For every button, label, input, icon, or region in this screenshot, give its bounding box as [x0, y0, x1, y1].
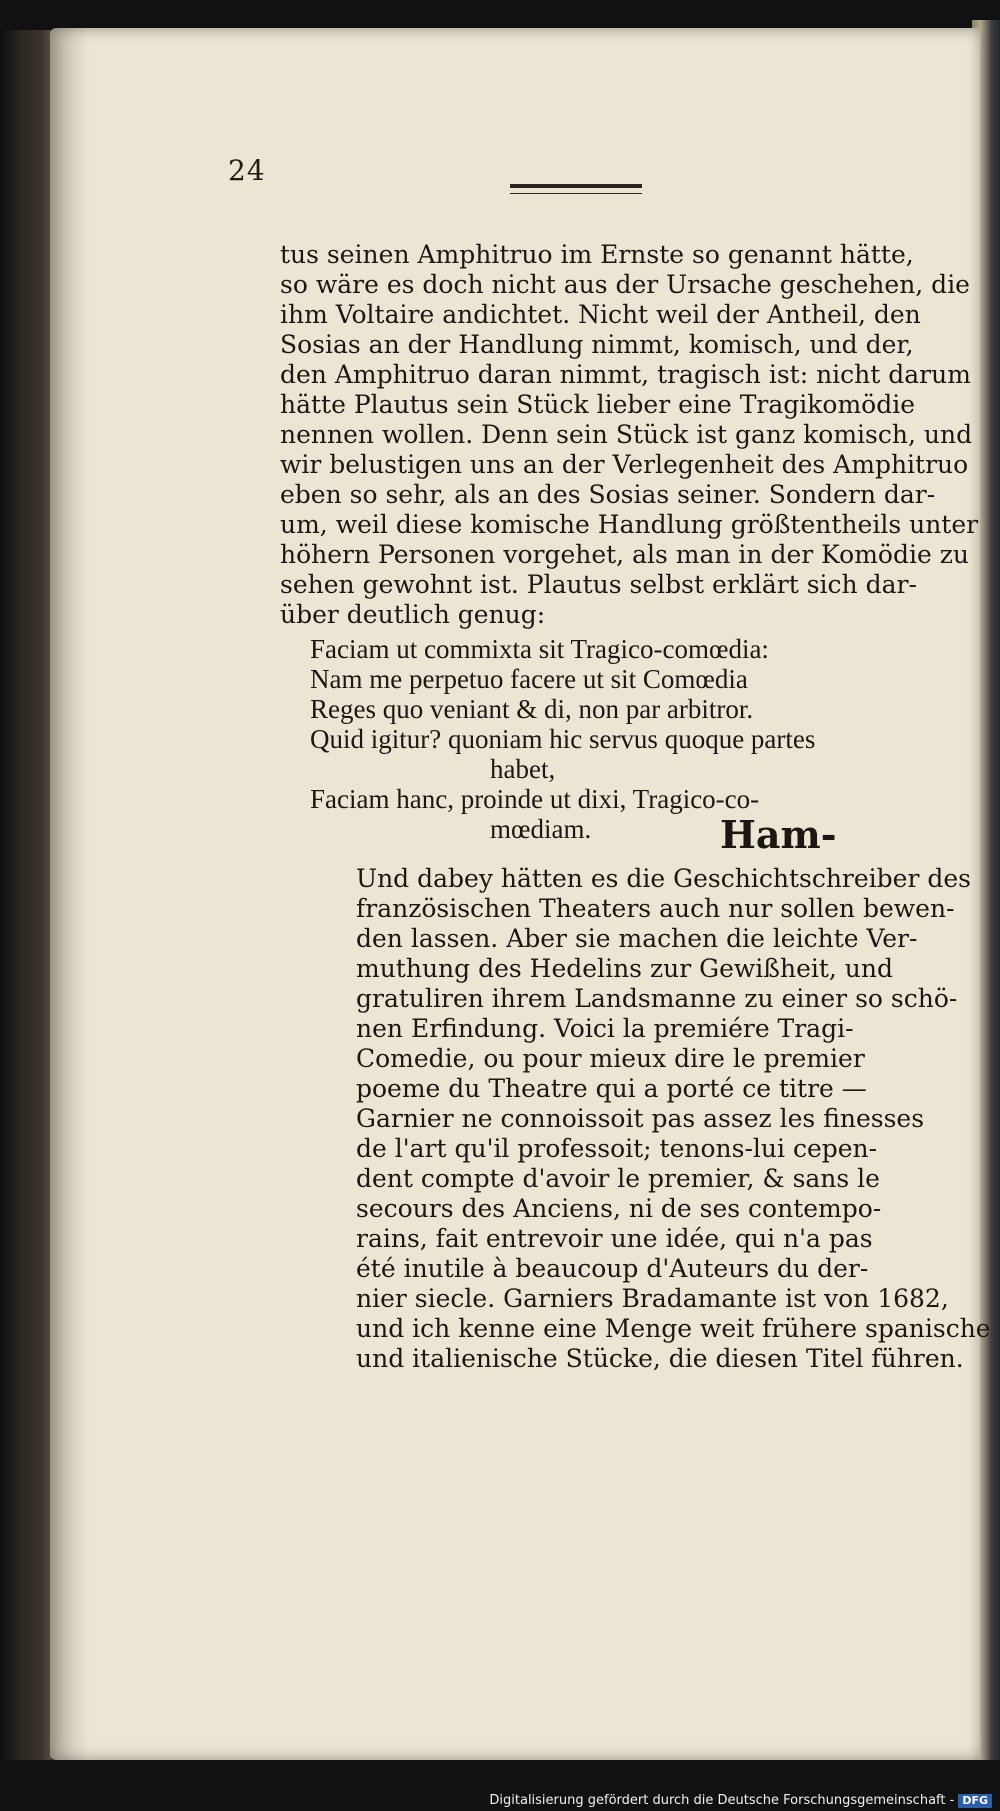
header-rule-thin: [510, 193, 642, 194]
text-line: été inutile à beaucoup d'Auteurs du der-: [356, 1254, 869, 1283]
text-line: den lassen. Aber sie machen die leichte Ver-: [356, 924, 918, 953]
text-line: und ich kenne eine Menge weit frühere spanische: [356, 1314, 991, 1343]
text-line: französischen Theaters auch nur sollen bewen-: [356, 894, 955, 923]
text-line: höhern Personen vorgehet, als man in der Komödie zu: [280, 540, 969, 569]
text-line: Sosias an der Handlung nimmt, komisch, und der,: [280, 330, 914, 359]
catchword: Ham-: [720, 812, 837, 857]
text-line: Garnier ne connoissoit pas assez les finesses: [356, 1104, 925, 1133]
text-line: um, weil diese komische Handlung größtentheils unter: [280, 510, 979, 539]
text-line: und italienische Stücke, die diesen Titel führen.: [356, 1344, 964, 1373]
book-spine: [0, 30, 52, 1760]
text-line: tus seinen Amphitruo im Ernste so genannt hätte,: [280, 240, 914, 269]
text-line: den Amphitruo daran nimmt, tragisch ist: nicht darum: [280, 360, 971, 389]
text-line: so wäre es doch nicht aus der Ursache geschehen, die: [280, 270, 970, 299]
text-line: Reges quo veniant & di, non par arbitror.: [310, 694, 754, 724]
text-line: hätte Plautus sein Stück lieber eine Tragikomödie: [280, 390, 916, 419]
text-line: rains, fait entrevoir une idée, qui n'a pas: [356, 1224, 873, 1253]
page-gutter-shadow: [50, 28, 90, 1760]
text-line: über deutlich genug:: [280, 600, 546, 629]
text-line: eben so sehr, als an des Sosias seiner. Sondern dar-: [280, 480, 936, 509]
text-line: Faciam ut commixta sit Tragico-comœdia:: [310, 634, 769, 664]
paragraph-2: [356, 864, 991, 1374]
text-line: poeme du Theatre qui a porté ce titre —: [356, 1074, 867, 1103]
text-line: wir belustigen uns an der Verlegenheit des Amphitruo: [280, 450, 969, 479]
text-line: gratuliren ihrem Landsmanne zu einer so schö-: [356, 984, 958, 1013]
header-rule: [510, 184, 642, 188]
text-line: Quid igitur? quoniam hic servus quoque partes: [310, 724, 816, 754]
text-line: Nam me perpetuo facere ut sit Comœdia: [310, 664, 748, 694]
text-line: nen Erfindung. Voici la premiére Tragi-: [356, 1014, 854, 1043]
text-line: de l'art qu'il professoit; tenons-lui cepen-: [356, 1134, 878, 1163]
credit-text: Digitalisierung gefördert durch die Deutsche Forschungsgemeinschaft -: [489, 1793, 955, 1808]
text-line: nennen wollen. Denn sein Stück ist ganz komisch, und: [280, 420, 973, 449]
text-line: dent compte d'avoir le premier, & sans le: [356, 1164, 880, 1193]
text-line: Und dabey hätten es die Geschichtschreiber des: [356, 864, 971, 893]
text-line: Faciam hanc, proinde ut dixi, Tragico-co-: [310, 784, 760, 814]
digitization-credit: [489, 1793, 992, 1808]
text-line: nier siecle. Garniers Bradamante ist von 1682,: [356, 1284, 949, 1313]
text-line: mœdiam.: [490, 814, 592, 844]
text-line: habet,: [490, 754, 556, 784]
text-line: Comedie, ou pour mieux dire le premier: [356, 1044, 865, 1073]
dfg-logo: DFG: [958, 1794, 992, 1808]
text-line: sehen gewohnt ist. Plautus selbst erklärt sich dar-: [280, 570, 917, 599]
text-line: ihm Voltaire andichtet. Nicht weil der Antheil, den: [280, 300, 921, 329]
text-line: secours des Anciens, ni de ses contempo-: [356, 1194, 882, 1223]
text-line: muthung des Hedelins zur Gewißheit, und: [356, 954, 894, 983]
paragraph-1: [280, 240, 978, 630]
page-number: 24: [228, 154, 266, 187]
